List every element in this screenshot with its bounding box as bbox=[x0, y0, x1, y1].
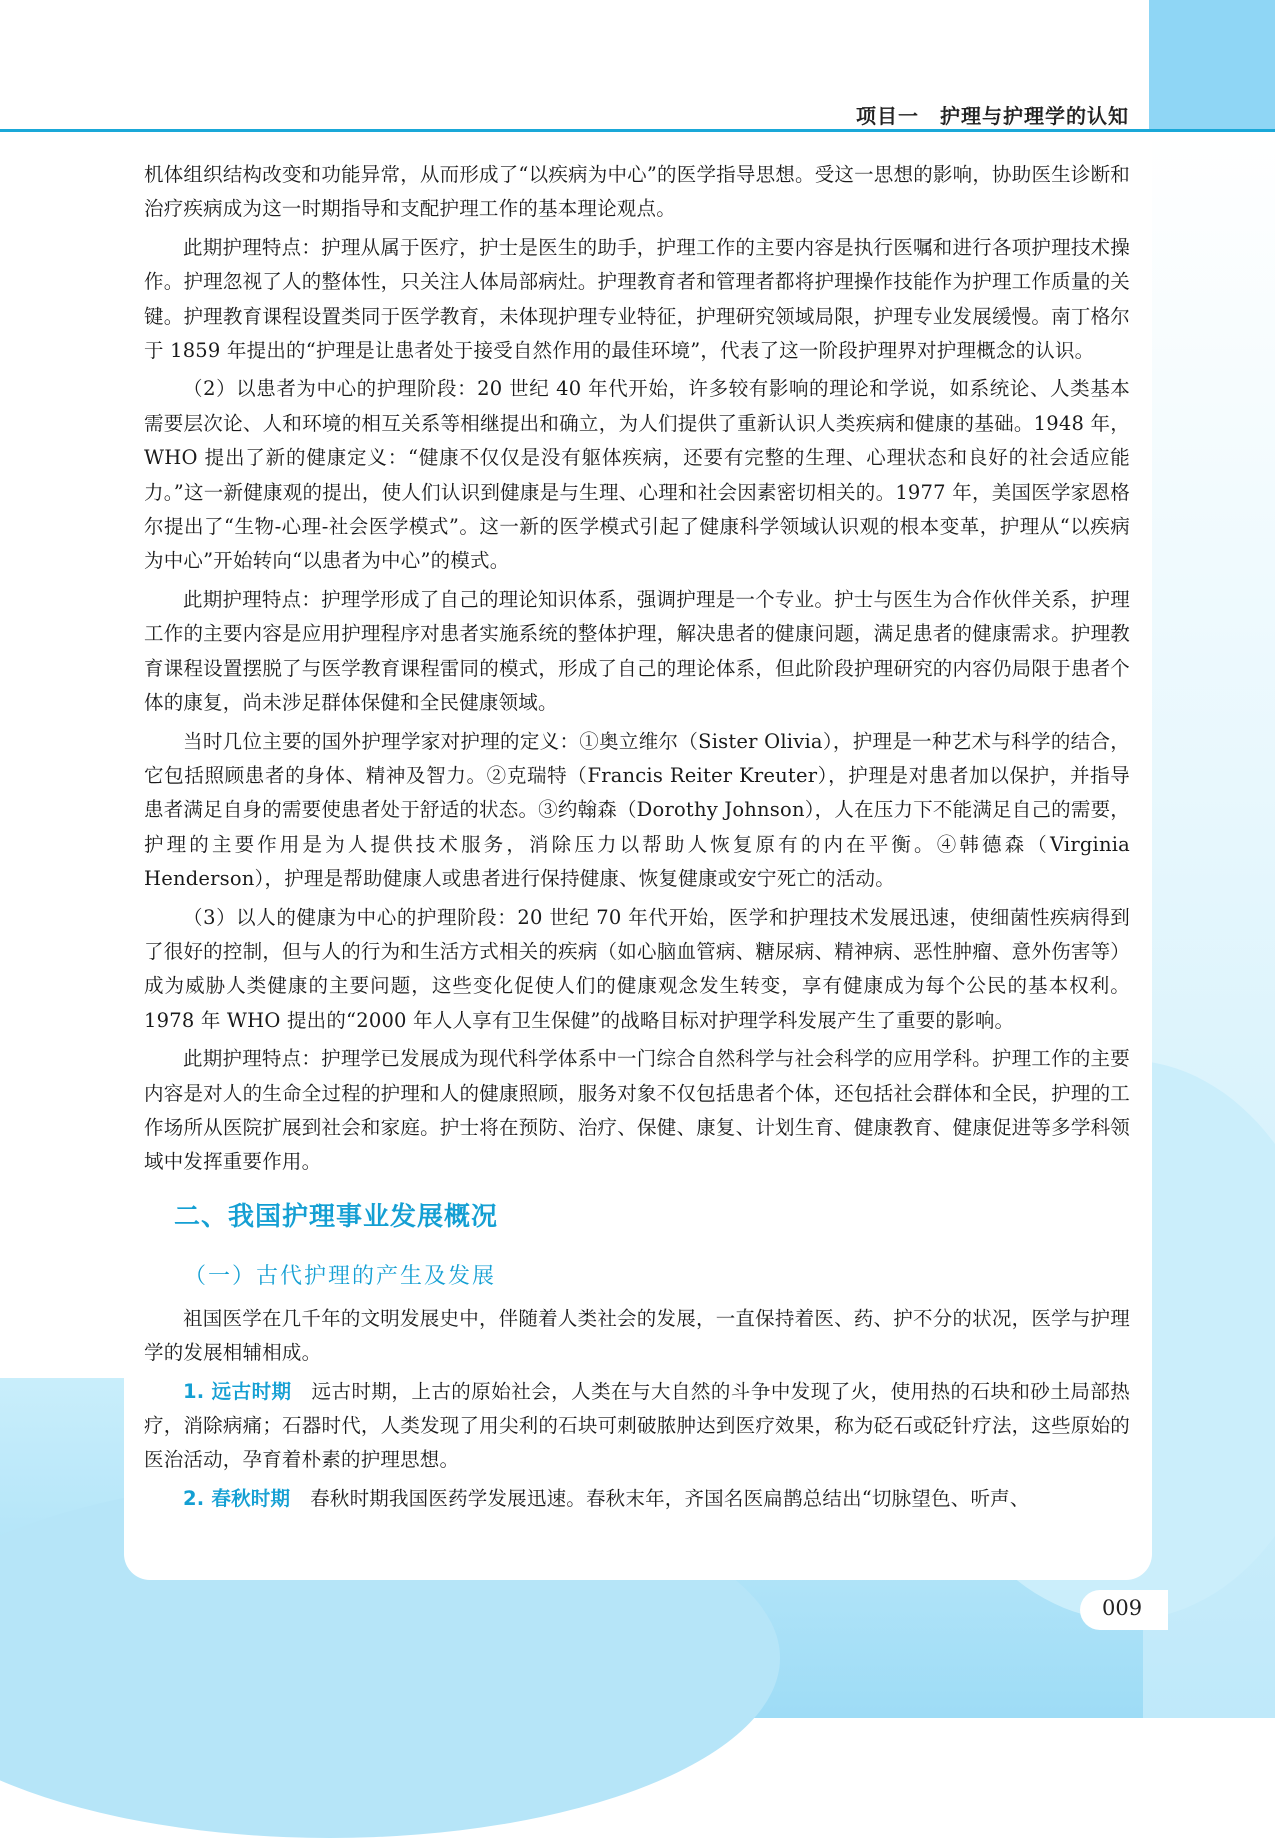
paragraph: 祖国医学在几千年的文明发展史中，伴随着人类社会的发展，一直保持着医、药、护不分的状况，医学与护理学的发展相辅相成。 bbox=[144, 1306, 1130, 1365]
paragraph: 此期护理特点：护理学形成了自己的理论知识体系，强调护理是一个专业。护士与医生为合作伙伴关系，护理工作的主要内容是应用护理程序对患者实施系统的整体护理，解决患者的健康问题，满足患者的健康需求。护理教育课程设置摆脱了与医学教育课程雷同的模式，形成了自己的理论体系，但此阶段护理研究的内容仍局限于患者个体的康复，尚未涉足群体保健和全民健康领域。 bbox=[144, 587, 1130, 715]
paragraph-lead-label: 1. 远古时期 bbox=[183, 1379, 292, 1403]
paragraph: （3）以人的健康为中心的护理阶段：20 世纪 70 年代开始，医学和护理技术发展迅速，使细菌性疾病得到了很好的控制，但与人的行为和生活方式相关的疾病（如心脑血管病、糖尿病、精神病、恶性肿瘤、意外伤害等）成为威胁人类健康的主要问题，这些变化促使人们的健康观念发生转变，享有健康成为每个公民的基本权利。1978 年 WHO 提出的“2000 年人人享有卫生保健”的战略目标对护理学科发展产生了重要的影响。 bbox=[144, 905, 1130, 1032]
page-number: 009 bbox=[1102, 1596, 1143, 1620]
page-number-badge bbox=[1080, 1590, 1168, 1630]
running-head: 项目一 护理与护理学的认知 bbox=[856, 104, 1129, 128]
paragraph-lead-label: 2. 春秋时期 bbox=[183, 1486, 291, 1510]
paragraph: 此期护理特点：护理学已发展成为现代科学体系中一门综合自然科学与社会科学的应用学科。护理工作的主要内容是对人的生命全过程的护理和人的健康照顾，服务对象不仅包括患者个体，还包括社会群体和全民，护理的工作场所从医院扩展到社会和家庭。护士将在预防、治疗、保健、康复、计划生育、健康教育、健康促进等多学科领域中发挥重要作用。 bbox=[144, 1047, 1130, 1174]
header-tab bbox=[1149, 0, 1275, 130]
paragraph: 此期护理特点：护理从属于医疗，护士是医生的助手，护理工作的主要内容是执行医嘱和进行各项护理技术操作。护理忽视了人的整体性，只关注人体局部病灶。护理教育者和管理者都将护理操作技能作为护理工作质量的关键。护理教育课程设置类同于医学教育，未体现护理专业特征，护理研究领域局限，护理专业发展缓慢。南丁格尔于 1859 年提出的“护理是让患者处于接受自然作用的最佳环境”，代表了这一阶段护理界对护理概念的认识。 bbox=[144, 235, 1130, 363]
paragraph: （2）以患者为中心的护理阶段：20 世纪 40 年代开始，许多较有影响的理论和学说，如系统论、人类基本需要层次论、人和环境的相互关系等相继提出和确立，为人们提供了重新认识人类疾病和健康的基础。1948 年，WHO 提出了新的健康定义：“健康不仅仅是没有躯体疾病，还要有完整的生理、心理状态和良好的社会适应能力。”这一新健康观的提出，使人们认识到健康是与生理、心理和社会因素密切相关的。1977 年，美国医学家恩格尔提出了“生物-心理-社会医学模式”。这一新的医学模式引起了健康科学领域认识观的根本变革，护理从“以疾病为中心”开始转向“以患者为中心”的模式。 bbox=[144, 377, 1130, 573]
paragraph-text: 春秋时期我国医药学发展迅速。春秋末年，齐国名医扁鹊总结出“切脉望色、听声、 bbox=[310, 1486, 1030, 1510]
content-panel bbox=[124, 132, 1152, 1580]
section-title: 二、我国护理事业发展概况 bbox=[174, 1201, 499, 1232]
subsection-title: （一）古代护理的产生及发展 bbox=[184, 1263, 497, 1289]
paragraph: 机体组织结构改变和功能异常，从而形成了“以疾病为中心”的医学指导思想。受这一思想的影响，协助医生诊断和治疗疾病成为这一时期指导和支配护理工作的基本理论观点。 bbox=[144, 163, 1130, 221]
paragraph-spring-autumn bbox=[144, 1482, 1130, 1516]
paragraph: 当时几位主要的国外护理学家对护理的定义：①奥立维尔（Sister Olivia），护理是一种艺术与科学的结合，它包括照顾患者的身体、精神及智力。②克瑞特（Francis Reiter Kreuter），护理是对患者加以保护，并指导患者满足自身的需要使患者处于舒适的状态。③约翰森（Dorothy Johnson），人在压力下不能满足自己的需要，护理的主要作用是为人提供技术服务，消除压力以帮助人恢复原有的内在平衡。④韩德森（Virginia Henderson），护理是帮助健康人或患者进行保持健康、恢复健康或安宁死亡的活动。 bbox=[144, 729, 1130, 891]
paragraph-text: 远古时期，上古的原始社会，人类在与大自然的斗争中发现了火，使用热的石块和砂土局部热疗，消除病痛；石器时代，人类发现了用尖利的石块可刺破脓肿达到医疗效果，称为砭石或砭针疗法，这些原始的医治活动，孕育着朴素的护理思想。 bbox=[144, 1379, 1130, 1472]
paragraph-remote-era bbox=[144, 1375, 1130, 1478]
